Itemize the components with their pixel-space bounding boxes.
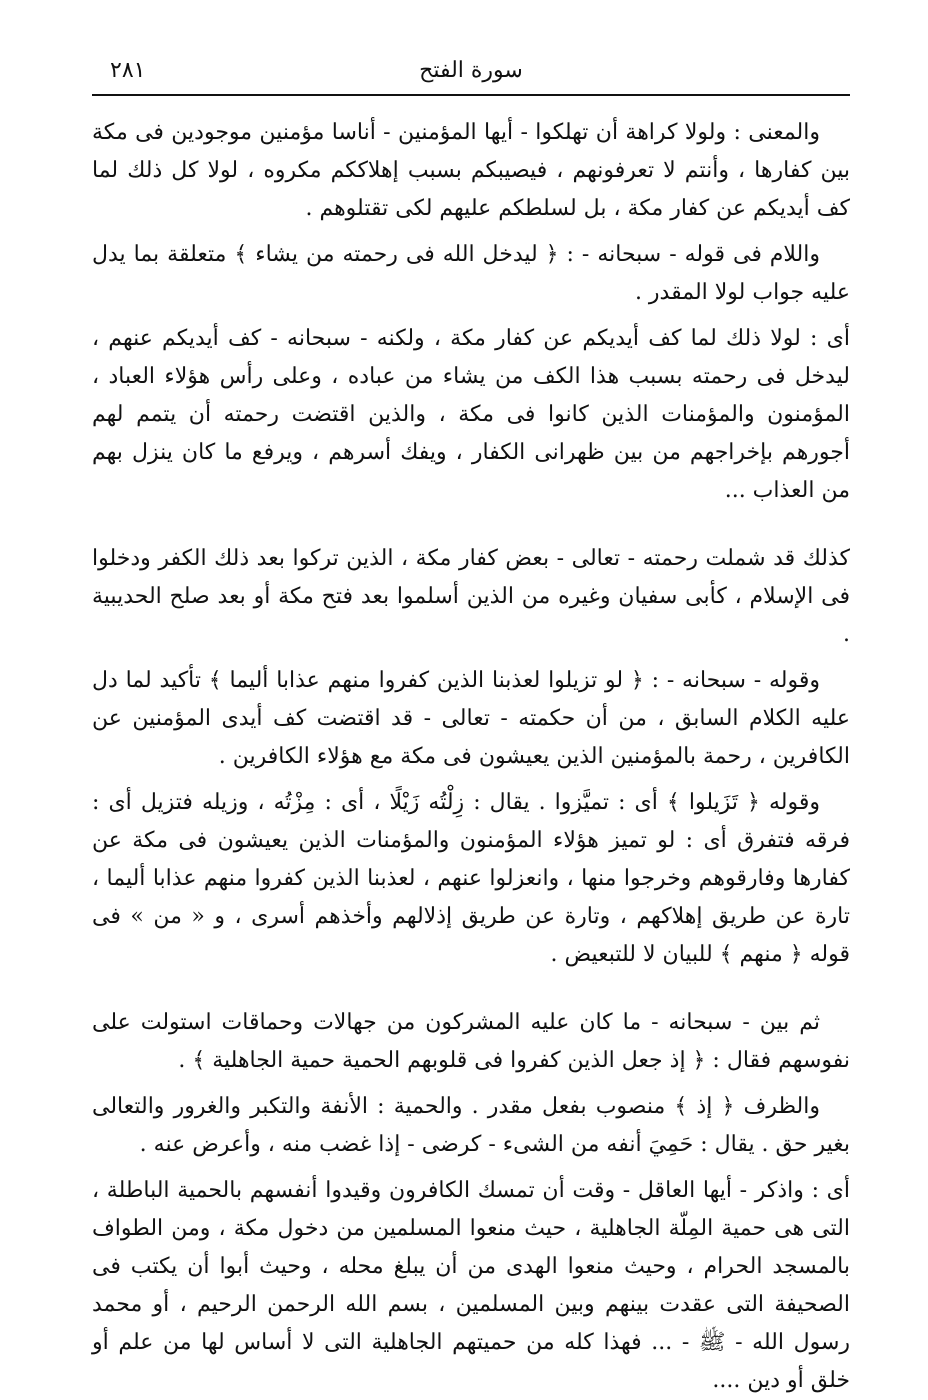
paragraph-hamiyya-explanation: أى : واذكر - أيها العاقل - وقت أن تمسك الكافرون وقيدوا أنفسهم بالحمية الباطلة ، التى هى حمية المِلّة الجاهلية ، حيث منعوا المسلمين من دخول مكة ، ومن الطواف بالمسجد الحرام ، وحيث منعوا الهدى من أن يبلغ محله ، وحيث أبوا أن يكتب فى الصحيفة التى عقدت بينهم وبين المسلمين ، بسم الله الرحمن الرحيم ، أو محمد رسول الله - ﷺ - ... فهذا كله من حميتهم الجاهلية التى لا أساس لها من علم أو خلق أو دين .... <box>92 1178 850 1393</box>
page-body <box>92 96 850 1400</box>
paragraph-lam-explanation: واللام فى قوله - سبحانه - : ﴿ ليدخل الله فى رحمته من يشاء ﴾ متعلقة بما يدل عليه جواب لولا المقدر . <box>92 242 850 305</box>
running-header <box>92 52 850 96</box>
paragraph-hamiyya-verse: ثم بين - سبحانه - ما كان عليه المشركون من جهالات وحماقات استولت على نفوسهم فقال : ﴿ إذ جعل الذين كفروا فى قلوبهم الحمية حمية الجاهلية ﴾ . <box>92 1010 850 1073</box>
paragraph-mercy-converts: كذلك قد شملت رحمته - تعالى - بعض كفار مكة ، الذين تركوا بعد ذلك الكفر ودخلوا فى الإسلام ، كأبى سفيان وغيره من الذين أسلموا بعد فتح مكة أو بعد صلح الحديبية . <box>92 546 850 647</box>
paragraph-hamiyya-definition: والظرف ﴿ إذ ﴾ منصوب بفعل مقدر . والحمية : الأنفة والتكبر والغرور والتعالى بغير حق . يقال : حَمِيَ أنفه من الشىء - كرضى - إذا غضب منه ، وأعرض عنه . <box>92 1094 850 1157</box>
paragraph-tazayyalu-meaning: وقوله ﴿ تَزَيلوا ﴾ أى : تميَّزوا . يقال : زِلْتُه زَيْلًا ، أى : مِزْتُه ، وزيله فتزيل أى : فرقه فتفرق أى : لو تميز هؤلاء المؤمنون والمؤمنات الذين يعيشون فى مكة عن كفارها وفارقوهم وخرجوا منها ، وانعزلوا عنهم ، لعذبنا الذين كفروا منهم عذابا أليما ، تارة عن طريق إهلاكهم ، وتارة عن طريق إذلالهم وأخذهم أسرى ، و « من » فى قوله ﴿ منهم ﴾ للبيان لا للتبعيض . <box>92 790 850 967</box>
surah-title: سورة الفتح <box>419 58 523 83</box>
paragraph-tazayyalu-verse: وقوله - سبحانه - : ﴿ لو تزيلوا لعذبنا الذين كفروا منهم عذابا أليما ﴾ تأكيد لما دل عليه الكلام السابق ، من أن حكمته - تعالى - قد اقتضت كف أيدى المؤمنين عن الكافرين ، رحمة بالمؤمنين الذين يعيشون فى مكة مع هؤلاء الكافرين . <box>92 668 851 769</box>
book-page <box>92 52 850 1400</box>
paragraph-meaning: والمعنى : ولولا كراهة أن تهلكوا - أيها المؤمنين - أناسا مؤمنين موجودين فى مكة بين كفارها ، وأنتم لا تعرفونهم ، فيصيبكم بسبب إهلاككم مكروه ، لولا كل ذلك لما كف أيديكم عن كفار مكة ، بل لسلطكم عليهم لكى تقتلوهم . <box>92 120 850 221</box>
page-number: ٢٨١ <box>110 58 146 83</box>
paragraph-interpretation: أى : لولا ذلك لما كف أيديكم عن كفار مكة ، ولكنه - سبحانه - كف أيديكم عنهم ، ليدخل فى رحمته بسبب هذا الكف من يشاء من عباده ، وعلى رأس هؤلاء العباد ، المؤمنون والمؤمنات الذين كانوا فى مكة ، والذين اقتضت رحمته أن يتمم لهم أجورهم بإخراجهم من بين ظهرانى الكفار ، ويفك أسرهم ، ويرفع ما كان ينزل بهم من العذاب ... <box>92 326 850 503</box>
